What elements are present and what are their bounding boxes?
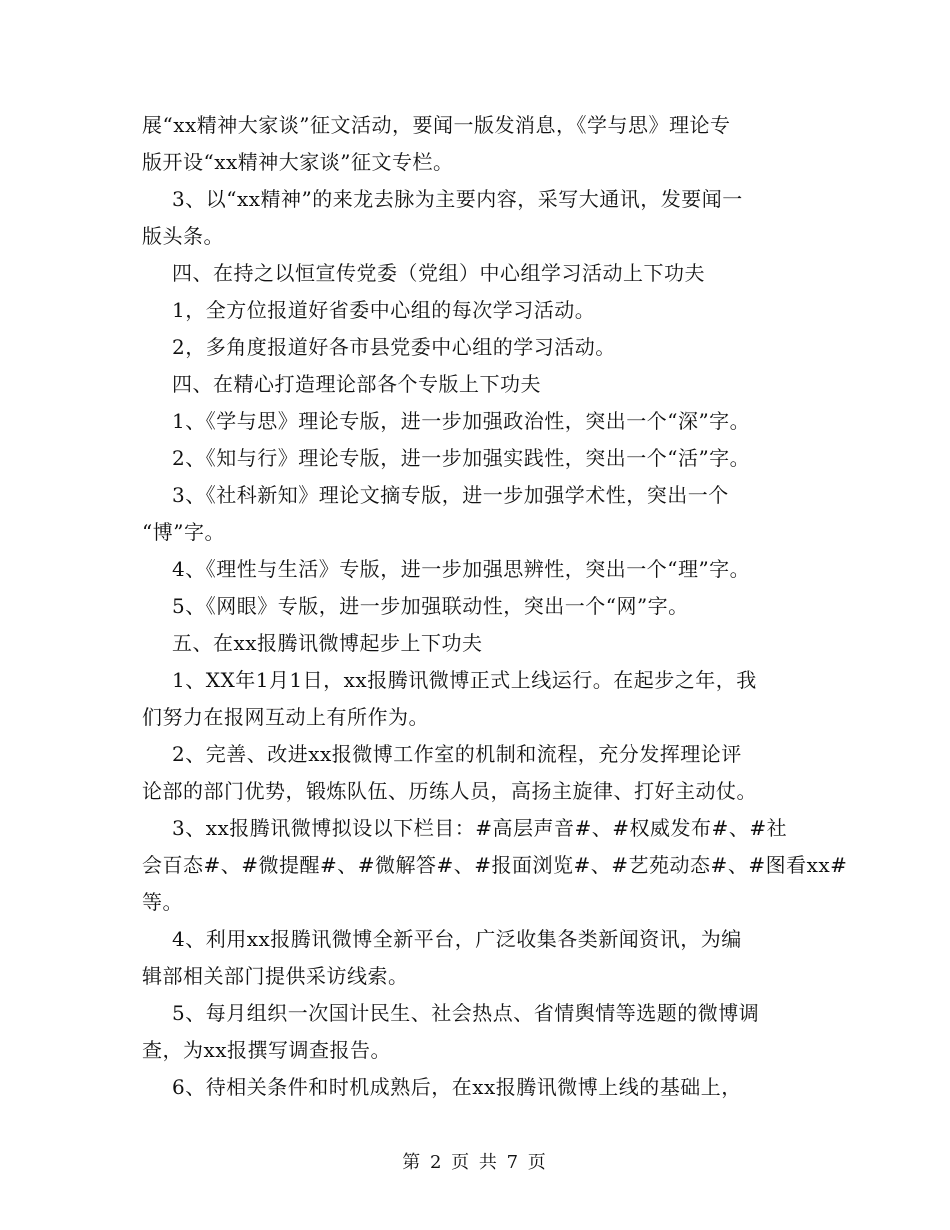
text-line: 4、《理性与生活》专版，进一步加强思辨性，突出一个“理”字。 <box>172 557 751 581</box>
text-line: 展“xx精神大家谈”征文活动，要闻一版发消息，《学与思》理论专 <box>142 113 731 137</box>
section-heading: 四、在精心打造理论部各个专版上下功夫 <box>172 372 541 396</box>
section-heading: 五、在xx报腾讯微博起步上下功夫 <box>172 631 483 655</box>
text-line: 1，全方位报道好省委中心组的每次学习活动。 <box>172 298 596 322</box>
text-line: 3、《社科新知》理论文摘专版，进一步加强学术性，突出一个 <box>172 483 729 507</box>
text-line: 4、利用xx报腾讯微博全新平台，广泛收集各类新闻资讯，为编 <box>172 927 742 951</box>
text-line: 论部的部门优势，锻炼队伍、历练人员，高扬主旋律、打好主动仗。 <box>142 779 757 803</box>
document-body <box>142 107 848 1106</box>
text-line: 版开设“xx精神大家谈”征文专栏。 <box>142 150 454 174</box>
text-line: 2、完善、改进xx报微博工作室的机制和流程，充分发挥理论评 <box>172 742 742 766</box>
text-line: 1、《学与思》理论专版，进一步加强政治性，突出一个“深”字。 <box>172 409 751 433</box>
section-heading: 四、在持之以恒宣传党委（党组）中心组学习活动上下功夫 <box>172 261 705 285</box>
text-line: 会百态#、#微提醒#、#微解答#、#报面浏览#、#艺苑动态#、#图看xx# <box>142 853 848 877</box>
page-number-footer: 第 2 页 共 7 页 <box>402 1152 548 1173</box>
text-line: 1、XX年1月1日，xx报腾讯微博正式上线运行。在起步之年，我 <box>172 668 757 692</box>
text-line: 等。 <box>142 890 183 914</box>
text-line: “博”字。 <box>142 520 225 544</box>
text-line: 们努力在报网互动上有所作为。 <box>142 705 429 729</box>
text-line: 5、每月组织一次国计民生、社会热点、省情舆情等选题的微博调 <box>172 1001 760 1025</box>
text-line: 2、《知与行》理论专版，进一步加强实践性，突出一个“活”字。 <box>172 446 751 470</box>
text-line: 6、待相关条件和时机成熟后，在xx报腾讯微博上线的基础上， <box>172 1075 742 1099</box>
text-line: 查，为xx报撰写调查报告。 <box>142 1038 392 1062</box>
text-line: 3、以“xx精神”的来龙去脉为主要内容，采写大通讯，发要闻一 <box>172 187 743 211</box>
text-line: 辑部相关部门提供采访线索。 <box>142 964 409 988</box>
text-line: 5、《网眼》专版，进一步加强联动性，突出一个“网”字。 <box>172 594 689 618</box>
text-line: 3、xx报腾讯微博拟设以下栏目：#高层声音#、#权威发布#、#社 <box>172 816 788 840</box>
text-line: 版头条。 <box>142 224 224 248</box>
text-line: 2，多角度报道好各市县党委中心组的学习活动。 <box>172 335 616 359</box>
